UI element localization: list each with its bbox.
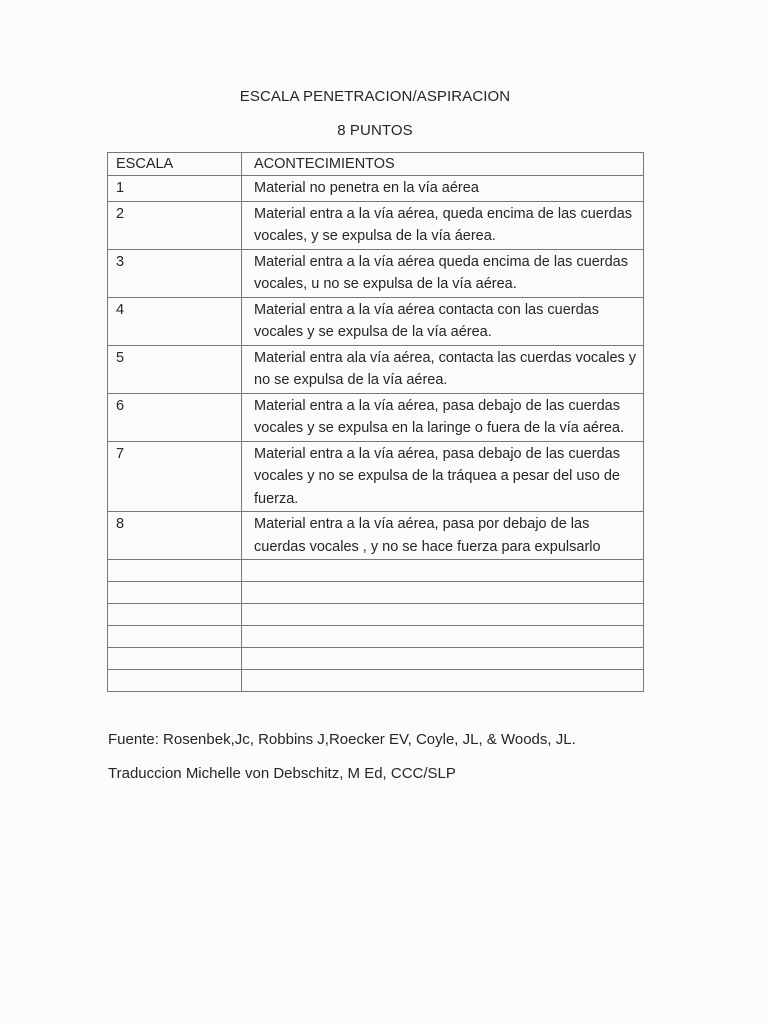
table-row: [108, 345, 644, 393]
event-description: Material entra a la vía aérea, pasa debajo de las cuerdas vocales y se expulsa en la laringe o fuera de la vía aérea.: [242, 393, 644, 441]
event-description: Material entra a la vía aérea, pasa debajo de las cuerdas vocales y no se expulsa de la tráquea a pesar del uso de fuerza.: [242, 441, 644, 512]
scale-value: 1: [108, 176, 242, 202]
empty-table-row: [108, 560, 644, 582]
scale-value: 4: [108, 297, 242, 345]
empty-cell: [108, 648, 242, 670]
table-header-row: [108, 153, 644, 176]
scale-value: 3: [108, 249, 242, 297]
table-row: [108, 441, 644, 512]
table-row: [108, 393, 644, 441]
empty-table-row: [108, 604, 644, 626]
empty-table-row: [108, 670, 644, 692]
empty-cell: [242, 560, 644, 582]
event-description: Material entra ala vía aérea, contacta las cuerdas vocales y no se expulsa de la vía aérea.: [242, 345, 644, 393]
table-row: [108, 249, 644, 297]
table-row: [108, 201, 644, 249]
event-description: Material entra a la vía aérea contacta con las cuerdas vocales y se expulsa de la vía aérea.: [242, 297, 644, 345]
empty-table-row: [108, 626, 644, 648]
scale-value: 7: [108, 441, 242, 512]
empty-cell: [108, 604, 242, 626]
empty-table-row: [108, 648, 644, 670]
empty-cell: [242, 582, 644, 604]
translation-credit: Traduccion Michelle von Debschitz, M Ed, CCC/SLP: [108, 765, 456, 782]
scale-value: 6: [108, 393, 242, 441]
penetration-aspiration-table: [107, 152, 644, 692]
source-citation: Fuente: Rosenbek,Jc, Robbins J,Roecker EV, Coyle, JL, & Woods, JL.: [108, 731, 576, 748]
empty-cell: [108, 670, 242, 692]
event-description: Material entra a la vía aérea queda encima de las cuerdas vocales, u no se expulsa de la vía aérea.: [242, 249, 644, 297]
empty-cell: [108, 560, 242, 582]
event-description: Material entra a la vía aérea, queda encima de las cuerdas vocales, y se expulsa de la vía áerea.: [242, 201, 644, 249]
table-row: [108, 512, 644, 560]
header-escala: ESCALA: [108, 153, 242, 176]
scale-value: 5: [108, 345, 242, 393]
scale-value: 8: [108, 512, 242, 560]
empty-cell: [242, 670, 644, 692]
table-row: [108, 297, 644, 345]
empty-cell: [108, 582, 242, 604]
empty-cell: [242, 648, 644, 670]
empty-table-row: [108, 582, 644, 604]
table-row: [108, 176, 644, 202]
event-description: Material entra a la vía aérea, pasa por debajo de las cuerdas vocales , y no se hace fuerza para expulsarlo: [242, 512, 644, 560]
empty-cell: [108, 626, 242, 648]
document-subtitle: 8 PUNTOS: [337, 122, 413, 139]
event-description: Material no penetra en la vía aérea: [242, 176, 644, 202]
header-acontecimientos: ACONTECIMIENTOS: [242, 153, 644, 176]
scale-value: 2: [108, 201, 242, 249]
empty-cell: [242, 604, 644, 626]
document-title: ESCALA PENETRACION/ASPIRACION: [239, 88, 511, 105]
empty-cell: [242, 626, 644, 648]
